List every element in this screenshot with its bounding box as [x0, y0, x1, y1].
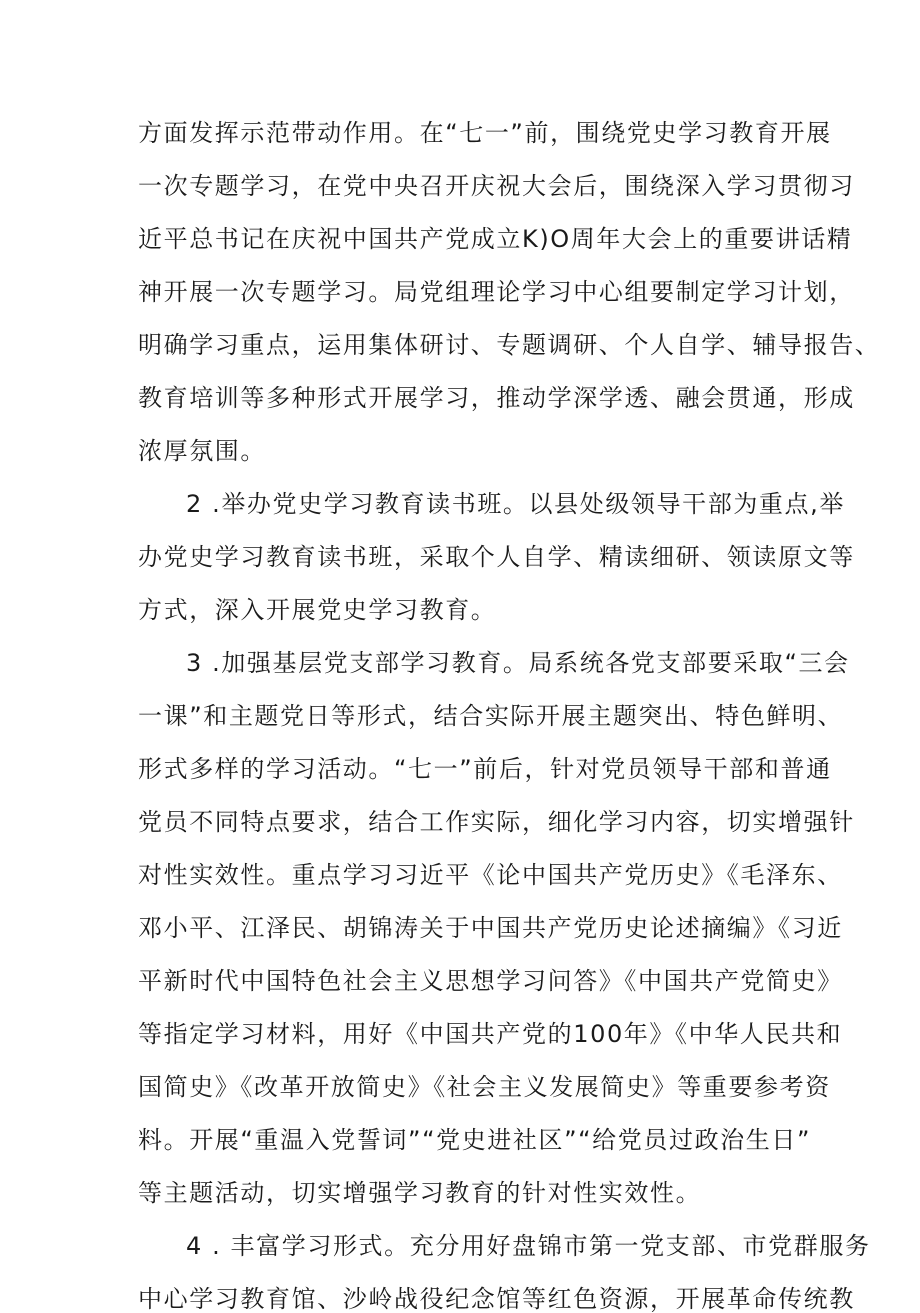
text-line: 明确学习重点，运用集体研讨、专题调研、个人自学、辅导报告、: [138, 331, 881, 359]
text-line: 形式多样的学习活动。“七一”前后，针对党员领导干部和普通: [138, 755, 832, 783]
paragraph-3-heading: 3 .加强基层党支部学习教育。局系统各党支部要采取“三会: [186, 649, 850, 677]
text-line: 中心学习教育馆、沙岭战役纪念馆等红色资源，开展革命传统教: [138, 1285, 855, 1313]
text-line: 浓厚氛围。: [138, 437, 266, 465]
text-line: 方式，深入开展党史学习教育。: [138, 596, 497, 624]
text-line: 教育培训等多种形式开展学习，推动学深学透、融会贯通，形成: [138, 384, 855, 412]
text-line: 等指定学习材料，用好《中国共产党的100年》《中华人民共和: [138, 1020, 843, 1048]
text-line: 神开展一次专题学习。局党组理论学习中心组要制定学习计划，: [138, 278, 855, 306]
text-line: 对性实效性。重点学习习近平《论中国共产党历史》《毛泽东、: [138, 861, 843, 889]
paragraph-4-heading: 4 . 丰富学习形式。充分用好盘锦市第一党支部、市党群服务: [186, 1232, 871, 1260]
text-line: 等主题活动，切实增强学习教育的针对性实效性。: [138, 1179, 702, 1207]
text-line: 近平总书记在庆祝中国共产党成立K)O周年大会上的重要讲话精: [138, 225, 853, 253]
text-line: 邓小平、江泽民、胡锦涛关于中国共产党历史论述摘编》《习近: [138, 914, 843, 942]
text-line: 党员不同特点要求，结合工作实际，细化学习内容，切实增强针: [138, 808, 855, 836]
text-line: 料。开展“重温入党誓词”“党史进社区”“给党员过政治生日”: [138, 1126, 811, 1154]
text-line: 方面发挥示范带动作用。在“七一”前，围绕党史学习教育开展: [138, 119, 832, 147]
paragraph-2-heading: 2 .举办党史学习教育读书班。以县处级领导干部为重点,举: [186, 490, 845, 518]
text-line: 一次专题学习，在党中央召开庆祝大会后，围绕深入学习贯彻习: [138, 172, 855, 200]
text-line: 一课”和主题党日等形式，结合实际开展主题突出、特色鲜明、: [138, 702, 844, 730]
text-line: 办党史学习教育读书班，采取个人自学、精读细研、领读原文等: [138, 543, 855, 571]
text-line: 国简史》《改革开放简史》《社会主义发展简史》等重要参考资: [138, 1073, 831, 1101]
text-line: 平新时代中国特色社会主义思想学习问答》《中国共产党简史》: [138, 967, 843, 995]
